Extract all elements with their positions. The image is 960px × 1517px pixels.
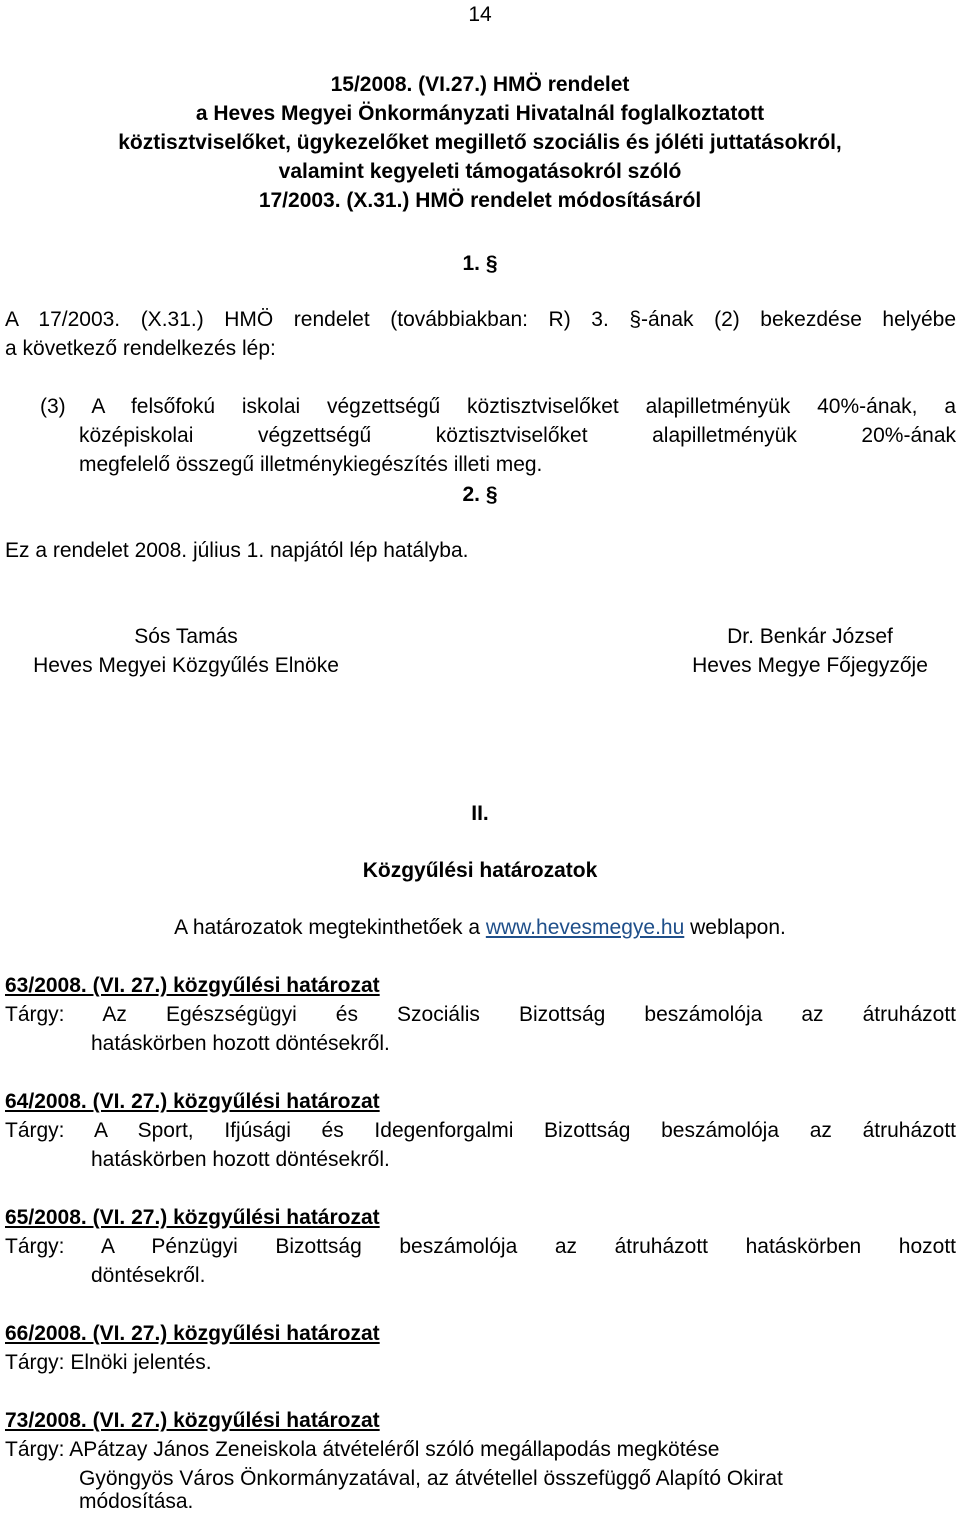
section-2-text: Ez a rendelet 2008. július 1. napjától lép hatályba.: [5, 539, 469, 562]
website-link[interactable]: www.hevesmegye.hu: [485, 916, 685, 939]
resolution-65-number: 65/2008. (VI. 27.) közgyűlési határozat: [5, 1206, 380, 1229]
decree-title-line-5: 17/2003. (X.31.) HMÖ rendelet módosításáról: [258, 189, 702, 212]
resolution-63-subject-line-1: Tárgy: Az Egészségügyi és Szociális Bizottság beszámolója az átruházott: [5, 1003, 956, 1026]
part-roman-heading: II.: [471, 802, 489, 825]
resolution-64-subject-line-2: hatáskörben hozott döntésekről.: [91, 1148, 390, 1171]
section-2-heading: 2. §: [462, 483, 498, 506]
resolution-73-subject-line-3: módosítása.: [79, 1490, 194, 1513]
section-1-paragraph-line-1: (3) A felsőfokú iskolai végzettségű köztisztviselőket alapilletményük 40%-ának, a: [40, 395, 956, 418]
resolution-63-subject-line-2: hatáskörben hozott döntésekről.: [91, 1032, 390, 1055]
section-1-paragraph-line-3: megfelelő összegű illetménykiegészítés illeti meg.: [79, 453, 543, 476]
signature-left-title: Heves Megyei Közgyűlés Elnöke: [33, 654, 339, 677]
resolution-66-subject-line-1: Tárgy: Elnöki jelentés.: [5, 1351, 212, 1374]
resolution-64-subject-line-1: Tárgy: A Sport, Ifjúsági és Idegenforgalmi Bizottság beszámolója az átruházott: [5, 1119, 956, 1142]
part-note: [0, 913, 960, 942]
signature-right-title: Heves Megye Főjegyzője: [692, 654, 928, 677]
resolution-64-number: 64/2008. (VI. 27.) közgyűlési határozat: [5, 1090, 380, 1113]
decree-title-line-3: köztisztviselőket, ügykezelőket megillető szociális és jóléti juttatásokról,: [118, 131, 842, 154]
page-number: 14: [468, 3, 492, 26]
section-1-heading: 1. §: [462, 252, 498, 275]
section-1-intro-line-2: a következő rendelkezés lép:: [5, 337, 276, 360]
part-note-prefix: A határozatok megtekinthetőek a: [174, 916, 486, 939]
section-1-paragraph-line-2: középiskolai végzettségű köztisztviselőket alapilletményük 20%-ának: [79, 424, 956, 447]
resolution-65-subject-line-2: döntésekről.: [91, 1264, 206, 1287]
resolution-63-number: 63/2008. (VI. 27.) közgyűlési határozat: [5, 974, 380, 997]
signature-left-name: Sós Tamás: [134, 625, 238, 648]
resolution-66-number: 66/2008. (VI. 27.) közgyűlési határozat: [5, 1322, 380, 1345]
decree-title-line-2: a Heves Megyei Önkormányzati Hivatalnál foglalkoztatott: [195, 102, 765, 125]
decree-title-line-4: valamint kegyeleti támogatásokról szóló: [278, 160, 682, 183]
resolution-73-number: 73/2008. (VI. 27.) közgyűlési határozat: [5, 1409, 380, 1432]
part-note-suffix: weblapon.: [684, 916, 786, 939]
part-title: Közgyűlési határozatok: [362, 859, 598, 882]
resolution-73-subject-line-2: Gyöngyös Város Önkormányzatával, az átvétellel összefüggő Alapító Okirat: [79, 1467, 783, 1490]
signature-right-name: Dr. Benkár József: [727, 625, 893, 648]
decree-title-line-1: 15/2008. (VI.27.) HMÖ rendelet: [330, 73, 630, 96]
resolution-73-subject-line-1: Tárgy: APátzay János Zeneiskola átvételéről szóló megállapodás megkötése: [5, 1438, 720, 1461]
resolution-65-subject-line-1: Tárgy: A Pénzügyi Bizottság beszámolója az átruházott hatáskörben hozott: [5, 1235, 956, 1258]
section-1-intro-line-1: A 17/2003. (X.31.) HMÖ rendelet (továbbiakban: R) 3. §-ának (2) bekezdése helyébe: [5, 308, 956, 331]
